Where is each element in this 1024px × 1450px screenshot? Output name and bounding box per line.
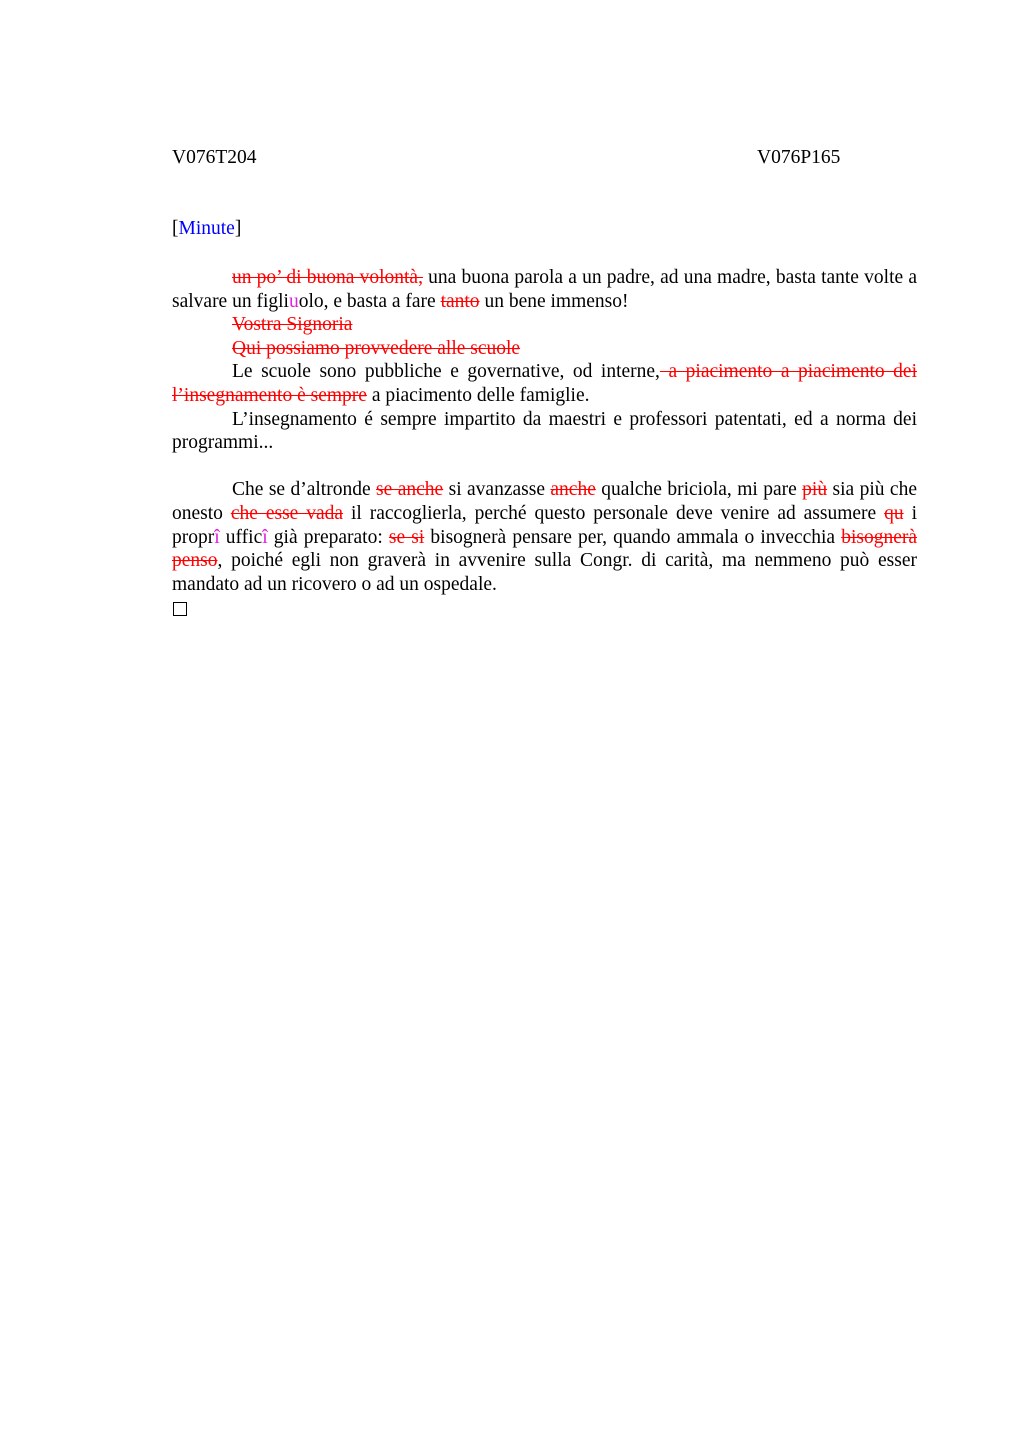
deleted-text: a piacimento a piacimento dei l’insegnamento è sempre bbox=[172, 361, 917, 406]
text-span: Che se d’altronde bbox=[232, 479, 377, 501]
paragraph-6 bbox=[172, 478, 917, 596]
paragraph-3 bbox=[172, 337, 917, 361]
text-span: olo, e basta a fare bbox=[298, 290, 441, 312]
deleted-text: se si bbox=[388, 526, 425, 548]
checkbox-square-icon bbox=[173, 602, 187, 616]
deleted-text: tanto bbox=[440, 290, 480, 312]
deleted-text: anche bbox=[550, 479, 596, 501]
deleted-text: che esse vada bbox=[230, 502, 344, 524]
document-code-left: V076T204 bbox=[172, 147, 257, 168]
deleted-text: Qui possiamo provvedere alle scuole bbox=[232, 337, 521, 359]
text-span: i propr bbox=[172, 502, 917, 548]
text-span: si avanzasse bbox=[443, 479, 551, 501]
inserted-letter: î bbox=[262, 526, 268, 548]
document-body bbox=[172, 266, 917, 616]
paragraph-1 bbox=[172, 266, 917, 313]
paragraph-2 bbox=[172, 313, 917, 337]
section-bracket-open: [ bbox=[172, 218, 179, 239]
text-span: sia più che onesto bbox=[172, 479, 917, 524]
paragraph-5 bbox=[172, 408, 917, 455]
deleted-text: bisognerà penso bbox=[172, 526, 917, 572]
inserted-letter: î bbox=[214, 526, 220, 548]
text-span: il raccoglierla, perché questo personale deve venire ad assumere bbox=[343, 502, 885, 524]
deleted-text: un po’ di buona volontà, bbox=[232, 267, 423, 288]
section-label bbox=[172, 217, 241, 241]
paragraph-4 bbox=[172, 360, 917, 407]
text-span: L’insegnamento é sempre impartito da maestri e professori patentati, ed a norma dei programmi... bbox=[172, 408, 917, 454]
text-span: uffic bbox=[219, 526, 263, 548]
text-span: una buona parola a un padre, ad una madre, basta tante volte a salvare un figli bbox=[172, 267, 917, 312]
text-span: a piacimento delle famiglie. bbox=[366, 384, 590, 406]
text-span: , poiché egli non graverà in avvenire sulla Congr. di carità, ma nemmeno può esser mandato ad un ricovero o ad un ospedale. bbox=[172, 550, 917, 595]
deleted-text: Vostra Signoria bbox=[232, 314, 353, 336]
inserted-letter: u bbox=[288, 290, 299, 312]
text-span: un bene immenso! bbox=[479, 290, 629, 312]
deleted-text: più bbox=[802, 479, 828, 501]
section-bracket-close: ] bbox=[234, 218, 242, 239]
section-label-text: Minute bbox=[178, 218, 235, 239]
deleted-text: qu bbox=[884, 502, 904, 524]
text-span: bisognerà pensare per, quando ammala o invecchia bbox=[424, 526, 842, 548]
text-span: qualche briciola, mi pare bbox=[595, 479, 803, 501]
document-code-right: V076P165 bbox=[757, 147, 841, 168]
deleted-text: se anche bbox=[376, 479, 444, 501]
text-span: già preparato: bbox=[267, 526, 389, 548]
text-span: Le scuole sono pubbliche e governative, od interne, bbox=[232, 361, 660, 383]
